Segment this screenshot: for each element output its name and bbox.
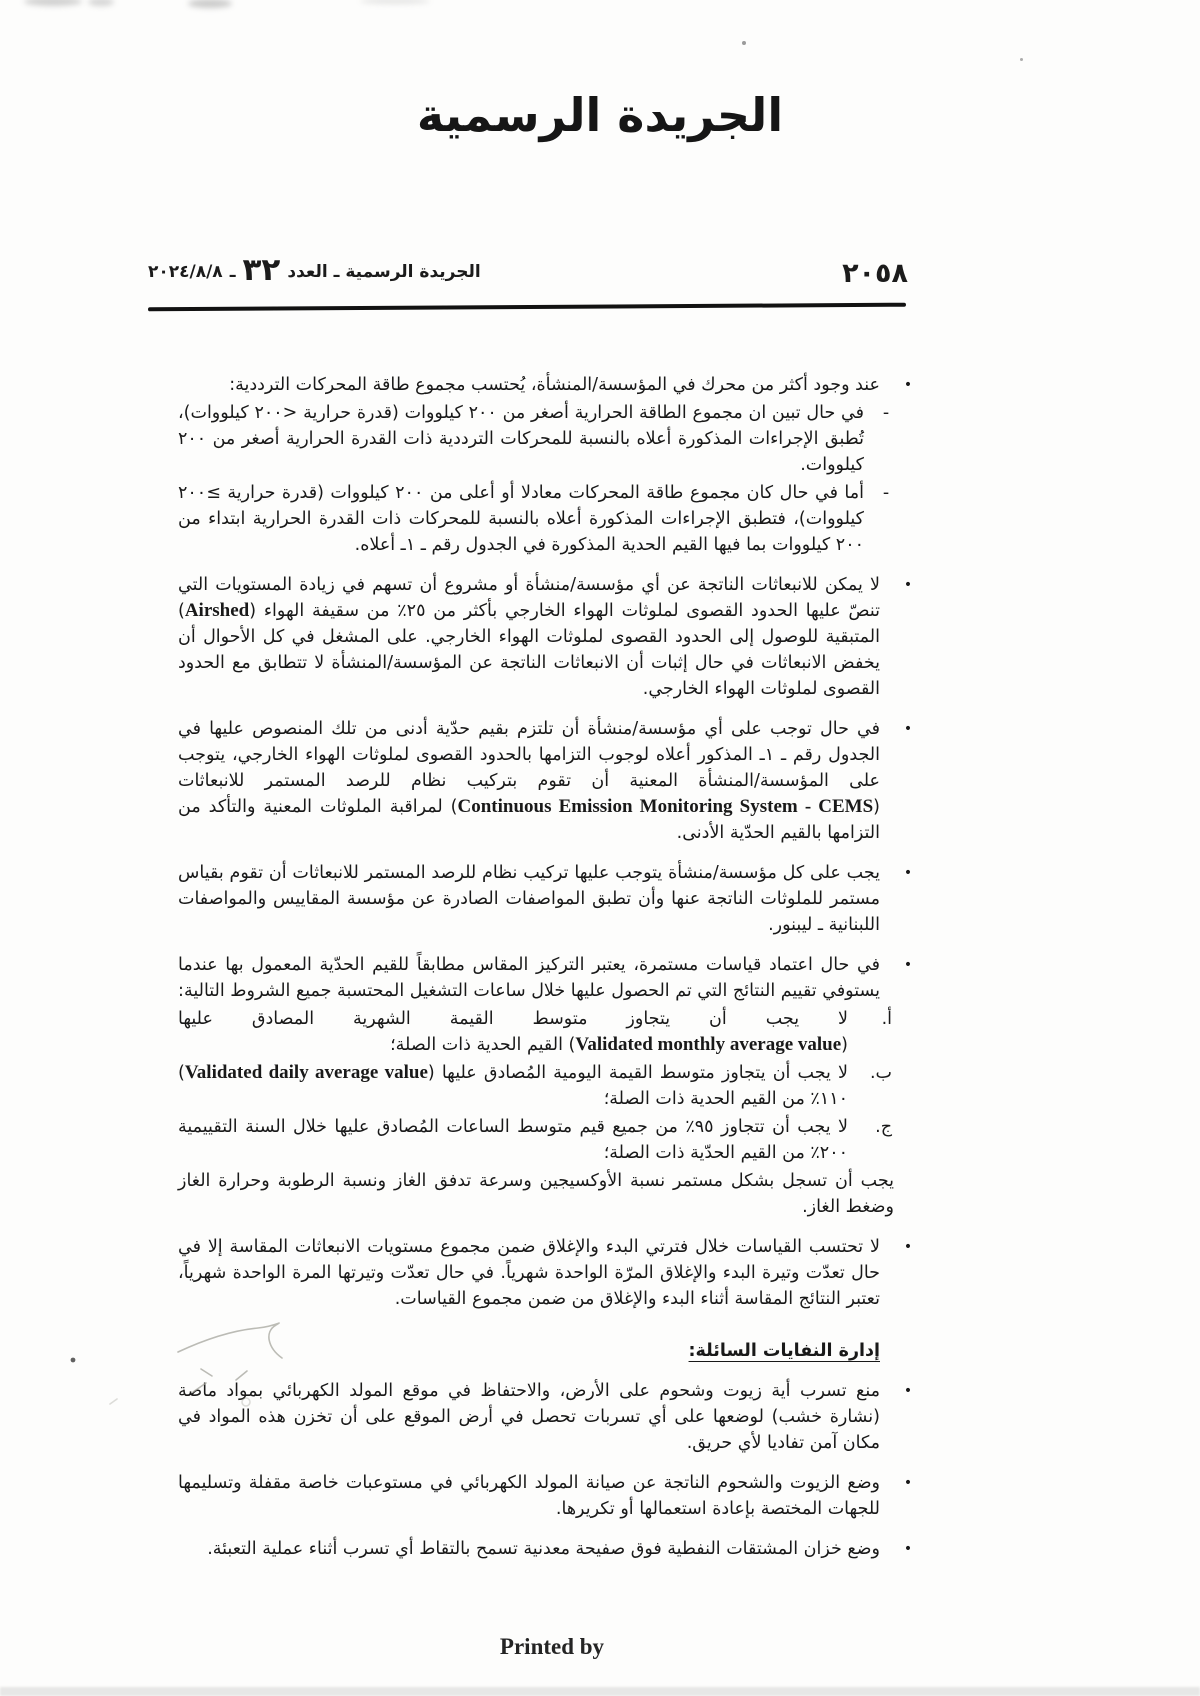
scan-smudge: [24, 0, 82, 6]
header-rule: [148, 303, 906, 312]
bullet-item: [178, 1536, 920, 1562]
pencil-scribble: [50, 1318, 350, 1428]
bullet-item: [178, 1470, 920, 1522]
page-number: ٢٠٥٨: [842, 258, 908, 289]
scan-speck: [742, 41, 746, 45]
bullet-marker: •: [903, 1239, 913, 1255]
bullet-marker: •: [903, 1475, 913, 1491]
header-separator: ـ: [229, 262, 236, 282]
paragraph-text: يجب على كل مؤسسة/منشأة يتوجب عليها تركيب نظام للرصد المستمر للانبعاثات أن تقوم بقياس مستمر للملوثات الناتجة عنها وأن تطبق المواصفات الصادرة عن مؤسسة المقاييس والمواصفات اللبنانية ـ ليبنور.: [178, 863, 880, 935]
letter-item: [178, 1114, 892, 1166]
dash-item: [178, 480, 894, 558]
bullet-item: [178, 716, 920, 846]
letter-marker: ب.: [869, 1063, 892, 1083]
bullet-marker: •: [903, 377, 913, 393]
scan-smudge: [360, 0, 430, 4]
plain-item: [178, 1168, 894, 1220]
dash-marker: -: [882, 483, 890, 503]
paragraph-text: في حال اعتماد قياسات مستمرة، يعتبر التركيز المقاس مطابقاً للقيم الحدّية المعمول بها عندما يستوفي تقييم النتائج التي تم الحصول عليها خلال ساعات التشغيل المحتسبة جميع الشروط التالية:: [178, 955, 880, 1001]
paragraph-text: لا يجب أن يتجاوز متوسط القيمة اليومية المُصادق عليها (Validated daily average value) ١١٠٪ من القيم الحدية ذات الصلة؛: [178, 1062, 848, 1109]
scan-speck: [1020, 58, 1023, 61]
paragraph-text: في حال تبين ان مجموع الطاقة الحرارية أصغر من ٢٠٠ كيلووات (قدرة حرارية <٢٠٠ كيلووات)، تُطبق الإجراءات المذكورة أعلاه بالنسبة للمحركات الترددية ذات القدرة الحرارية أصغر من ٢٠٠ كيلووات.: [178, 403, 865, 475]
paragraph-text: وضع الزيوت والشحوم الناتجة عن صيانة المولد الكهربائي في مستوعبات خاصة مقفلة وتسليمها للجهات المختصة بإعادة استعمالها أو تكريرها.: [178, 1473, 880, 1519]
journal-issue-label: الجريدة الرسمية ـ العدد: [287, 262, 481, 282]
paragraph-text: لا يجب أن تتجاوز ٩٥٪ من جميع قيم متوسط الساعات المُصادق عليها خلال السنة التقييمية ٢٠٠٪ من القيم الحدّية ذات الصلة؛: [178, 1117, 848, 1163]
journal-issue-line: [148, 252, 481, 288]
dash-item: [178, 400, 894, 478]
paragraph-text: إدارة النفايات السائلة:: [688, 1341, 880, 1361]
bullet-item: [178, 860, 920, 938]
bullet-marker: •: [903, 721, 913, 737]
issue-number: ٣٢: [242, 252, 281, 288]
bullet-marker: •: [903, 865, 913, 881]
scan-smudge: [88, 0, 114, 6]
bullet-marker: •: [903, 577, 913, 593]
printed-by-label: Printed by: [499, 1634, 605, 1659]
paragraph-text: في حال توجب على أي مؤسسة/منشأة أن تلتزم بقيم حدّية أدنى من تلك المنصوص عليها في الجدول رقم ـ ١ـ المذكور أعلاه لوجوب التزامها بالحدود القصوى لملوثات الهواء الخارجي، يتوجب على المؤسسة/المنشأة المعنية أن تقوم بتركيب نظام للرصد المستمر للانبعاثات (Continuous Emission Monitoring System - CEMS) لمراقبة الملوثات المعنية والتأكد من التزامها بالقيم الحدّية الأدنى.: [178, 719, 880, 843]
scan-edge-shadow: [0, 1687, 1200, 1696]
bullet-item: [178, 572, 920, 702]
bullet-item: [178, 372, 920, 398]
paragraph-text: لا يجب أن يتجاوز متوسط القيمة الشهرية المصادق عليها (Validated monthly average value) القيم الحدية ذات الصلة؛: [178, 1009, 848, 1055]
bullet-item: [178, 1234, 920, 1312]
paragraph-text: وضع خزان المشتقات النفطية فوق صفيحة معدنية تسمح بالتقاط أي تسرب أثناء عملية التعبئة.: [207, 1539, 880, 1559]
letter-item: [178, 1060, 892, 1112]
bullet-marker: •: [903, 1541, 913, 1557]
paragraph-text: لا يمكن للانبعاثات الناتجة عن أي مؤسسة/منشأة أو مشروع أن تسهم في زيادة المستويات التي تنصّ عليها الحدود القصوى لملوثات الهواء الخارجي بأكثر من ٢٥٪ من سقيفة الهواء (Airshed) المتبقية للوصول إلى الحدود القصوى لملوثات الهواء الخارجي. على المشغل في كل الأحوال أن يخفض الانبعاثات في حال إثبات أن الانبعاثات الناتجة عن المؤسسة/المنشأة لا تتطابق مع الحدود القصوى لملوثات الهواء الخارجي.: [178, 575, 880, 699]
paragraph-text: عند وجود أكثر من محرك في المؤسسة/المنشأة، يُحتسب مجموع طاقة المحركات الترددية:: [229, 375, 880, 395]
paragraph-text: يجب أن تسجل بشكل مستمر نسبة الأوكسيجين وسرعة تدفق الغاز ونسبة الرطوبة وحرارة الغاز وضغط الغاز.: [178, 1171, 894, 1217]
running-header: [148, 252, 908, 289]
english-term: Airshed: [184, 600, 250, 621]
english-term: Validated daily average value: [184, 1062, 428, 1083]
dash-marker: -: [882, 403, 890, 423]
masthead-title: الجريدة الرسمية: [416, 88, 784, 142]
scan-smudge: [188, 0, 232, 8]
header-date: ٢٠٢٤/٨/٨: [148, 262, 223, 282]
bullet-marker: •: [903, 1383, 913, 1399]
letter-marker: أ.: [881, 1009, 892, 1029]
letter-item: [178, 1006, 892, 1058]
paragraph-text: لا تحتسب القياسات خلال فترتي البدء والإغلاق ضمن مجموع مستويات الانبعاثات المقاسة إلا في حال تعدّت وتيرة البدء والإغلاق المرّة الواحدة شهرياً. في حال تعدّت وتيرتها المرة الواحدة شهرياً، تعتبر النتائج المقاسة أثناء البدء والإغلاق من ضمن مجموع القياسات.: [178, 1237, 880, 1309]
paragraph-text: أما في حال كان مجموع طاقة المحركات معادلا أو أعلى من ٢٠٠ كيلووات (قدرة حرارية ≥٢٠٠ كيلووات)، فتطبق الإجراءات المذكورة أعلاه بالنسبة للمحركات ذات القدرة الحرارية ابتداء من ٢٠٠ كيلووات بما فيها القيم الحدية المذكورة في الجدول رقم ـ ١ـ أعلاه.: [178, 483, 865, 555]
bullet-item: [178, 952, 920, 1004]
english-term: Continuous Emission Monitoring System - CEMS: [457, 796, 874, 817]
english-term: Validated monthly average value: [575, 1034, 842, 1055]
bullet-marker: •: [903, 957, 913, 973]
paragraph-text: منع تسرب أية زيوت وشحوم على الأرض، والاحتفاظ في موقع المولد الكهربائي بمواد ماصة (نشارة خشب) لوضعها على أي تسربات تحصل في أرض الموقع على أن تخزن هذه المواد في مكان آمن تفاديا لأي حريق.: [178, 1381, 880, 1453]
letter-marker: ج.: [875, 1117, 892, 1137]
